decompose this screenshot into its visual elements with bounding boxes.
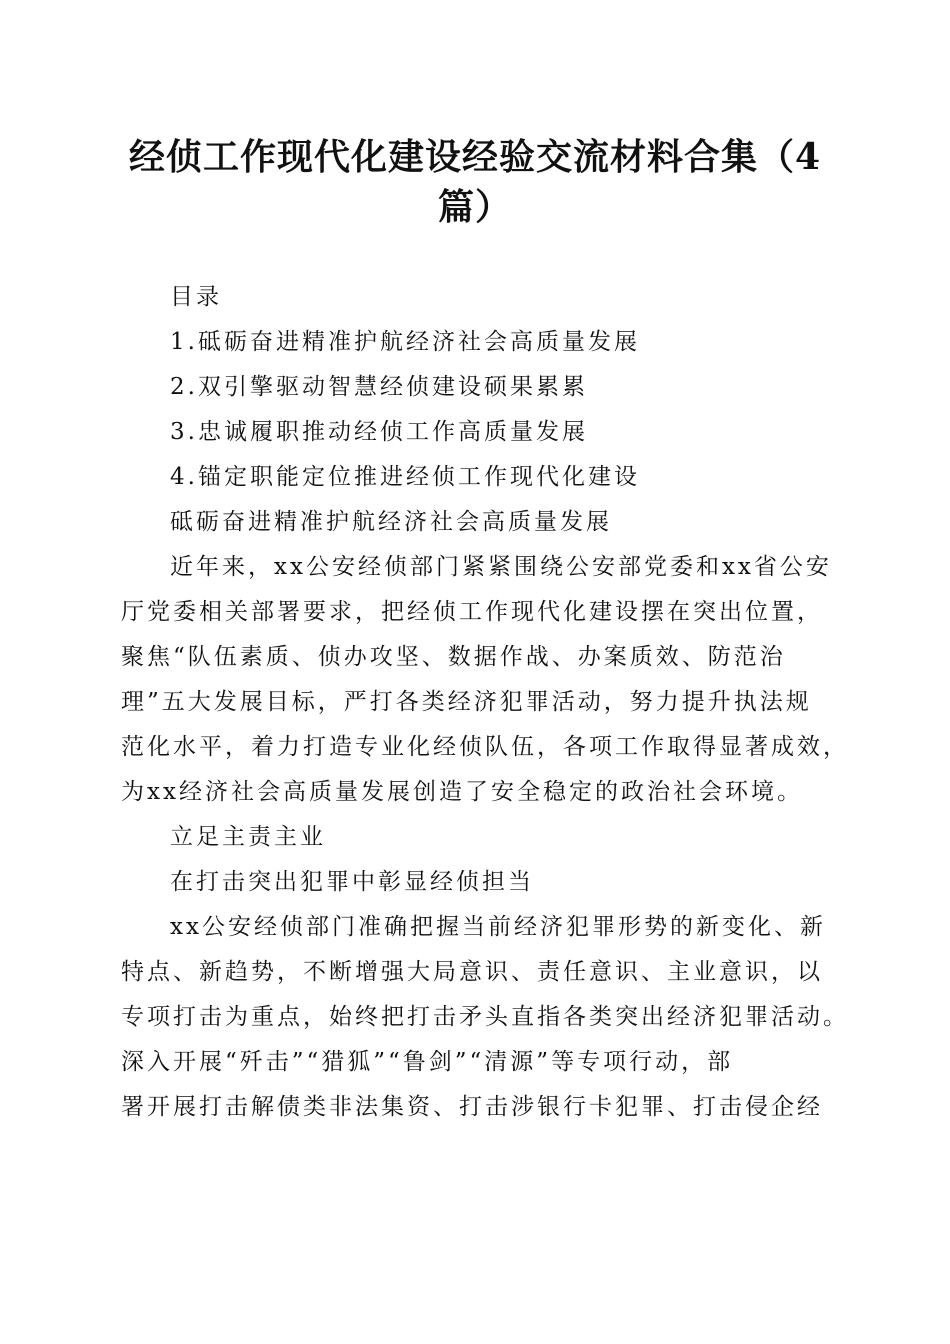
- paragraph-line: 署开展打击解债类非法集资、打击涉银行卡犯罪、打击侵企经: [121, 1094, 823, 1120]
- toc-heading: 目录: [170, 284, 222, 310]
- paragraph-line: 深入开展“歼击”“猎狐”“鲁剑”“清源”等专项行动，部: [121, 1049, 734, 1075]
- subheading-2: 在打击突出犯罪中彰显经侦担当: [170, 869, 534, 895]
- paragraph-1: [121, 545, 849, 815]
- document-title: [110, 132, 840, 232]
- toc-item-3: 3.忠诚履职推动经侦工作高质量发展: [170, 419, 588, 445]
- toc-item-1: 1.砥砺奋进精准护航经济社会高质量发展: [170, 329, 640, 355]
- paragraph-2: [121, 905, 849, 1130]
- paragraph-line: 聚焦“队伍素质、侦办攻坚、数据作战、办案质效、防范治: [121, 644, 786, 670]
- paragraph-line: 近年来，xx公安经侦部门紧紧围绕公安部党委和xx省公安: [170, 554, 832, 580]
- paragraph-line: 厅党委相关部署要求，把经侦工作现代化建设摆在突出位置，: [121, 599, 823, 625]
- toc-item-4: 4.锚定职能定位推进经侦工作现代化建设: [170, 464, 640, 490]
- document-body: [121, 275, 849, 1130]
- title-line-2: 篇）: [437, 186, 512, 228]
- subheading-1: 立足主责主业: [170, 824, 326, 850]
- toc-item-2: 2.双引擎驱动智慧经侦建设硕果累累: [170, 374, 588, 400]
- title-line-1: 经侦工作现代化建设经验交流材料合集（4: [128, 136, 822, 178]
- paragraph-line: 范化水平，着力打造专业化经侦队伍，各项工作取得显著成效，: [121, 734, 849, 760]
- paragraph-line: 为xx经济社会高质量发展创造了安全稳定的政治社会环境。: [121, 779, 803, 805]
- section-title: 砥砺奋进精准护航经济社会高质量发展: [170, 509, 612, 535]
- paragraph-line: 理”五大发展目标，严打各类经济犯罪活动，努力提升执法规: [121, 689, 812, 715]
- paragraph-line: 特点、新趋势，不断增强大局意识、责任意识、主业意识，以: [121, 959, 823, 985]
- paragraph-line: 专项打击为重点，始终把打击矛头直指各类突出经济犯罪活动。: [121, 1004, 849, 1030]
- paragraph-line: xx公安经侦部门准确把握当前经济犯罪形势的新变化、新: [170, 914, 826, 940]
